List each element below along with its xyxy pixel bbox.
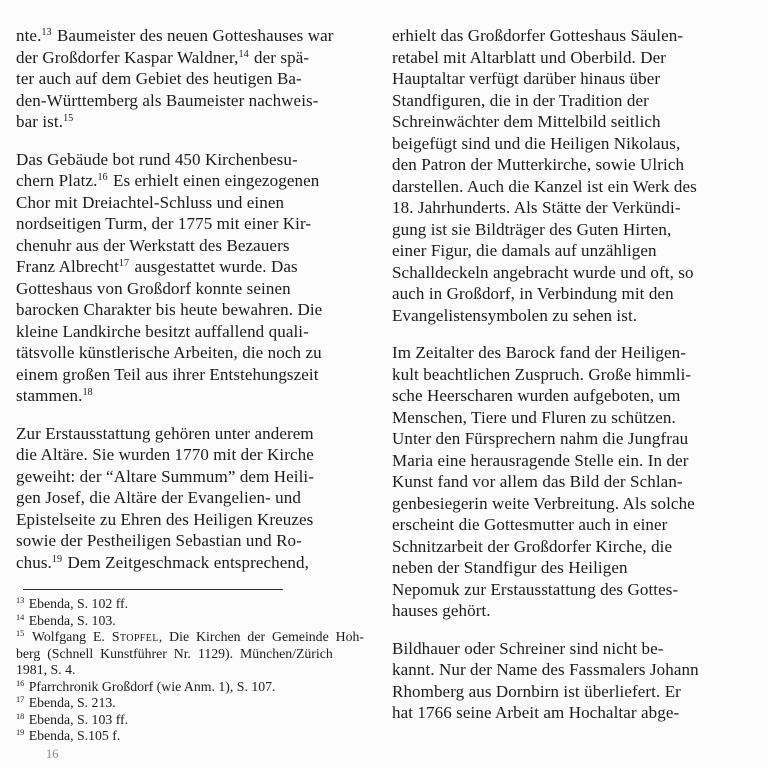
text-line: erscheint die Gottesmutter auch in einer <box>392 515 668 534</box>
text-line: ter auch auf dem Gebiet des heutigen Ba- <box>16 69 302 88</box>
text-line: erhielt das Großdorfer Gotteshaus Säulen- <box>392 26 684 45</box>
footnote-line: $^{14}$ Ebenda, S. 103. <box>16 612 116 628</box>
text-line: Kunst fand vor allem das Bild der Schlan- <box>392 472 683 491</box>
footnote-line: $^{15}$ Wolfgang E. Stopfel, Die Kirchen der Gemeinde Hoh- <box>16 629 365 644</box>
footnotes <box>16 596 368 745</box>
text-line: darstellen. Auch die Kanzel ist ein Werk des <box>392 176 697 196</box>
footnote-line: $^{19}$ Ebenda, S.105 f. <box>16 728 121 743</box>
text-line: Standfiguren, die in der Tradition der <box>392 90 649 110</box>
text-line: beigefügt sind und die Heiligen Nikolaus, <box>392 133 681 153</box>
left-column <box>16 25 368 762</box>
right-column <box>392 25 744 740</box>
footnote-ref: 16 <box>97 172 108 184</box>
text-line: Menschen, Tiere und Fluren zu schützen. <box>392 407 676 427</box>
footnote-ref: 19 <box>51 553 63 565</box>
text-line: kleine Landkirche besitzt auffallend quali- <box>16 321 309 341</box>
text-line: stammen.$^{18}$ <box>16 386 93 405</box>
left-column-body <box>16 25 368 573</box>
text-line: Hauptaltar verfügt darüber hinaus über <box>392 69 661 88</box>
footnote-ref: 14 <box>16 612 25 622</box>
paragraph <box>16 149 368 407</box>
text-line: kult beachtlichen Zuspruch. Große himmli- <box>392 364 692 384</box>
text-line: nordseitigen Turm, der 1775 mit einer Kir- <box>16 214 312 233</box>
text-line: Schalldeckeln angebracht wurde und oft, so <box>392 262 694 282</box>
right-column-body <box>392 25 744 724</box>
paragraph <box>392 342 744 622</box>
footnote-ref: 18 <box>16 711 25 721</box>
text-line: der Großdorfer Kaspar Waldner,$^{14}$ der spä- <box>16 47 310 67</box>
text-line: barocken Charakter bis heute bewahren. Die <box>16 300 323 319</box>
text-line: Schreinwächter dem Mittelbild seitlich <box>392 112 661 131</box>
text-line: auch in Großdorf, in Verbindung mit den <box>392 284 674 303</box>
footnote-ref: 17 <box>118 258 130 270</box>
paragraph <box>16 25 368 133</box>
text-line: gen Josef, die Altäre der Evangelien- und <box>16 488 301 507</box>
page-number: 16 <box>46 746 59 761</box>
text-line: Bildhauer oder Schreiner sind nicht be- <box>392 638 664 658</box>
text-line: chern Platz.$^{16}$ Es erhielt einen eingezogenen <box>16 171 320 190</box>
footnote-line: $^{18}$ Ebenda, S. 103 ff. <box>16 711 129 727</box>
text-line: Evangelistensymbolen zu sehen ist. <box>392 305 638 325</box>
text-line: geweiht: der “Altare Summum” dem Heili- <box>16 466 315 486</box>
text-line: Gotteshaus von Großdorf konnte seinen <box>16 278 291 298</box>
text-line: einem großen Teil aus ihrer Entstehungszeit <box>16 364 319 384</box>
footnote-line: 1981, S. 4. <box>16 662 76 677</box>
footnote-ref: 15 <box>16 629 25 639</box>
text-line: sowie der Pestheiligen Sebastian und Ro- <box>16 531 302 550</box>
text-line: Schnitzarbeit der Großdorfer Kirche, die <box>392 536 673 556</box>
text-line: Unter den Fürsprechern nahm die Jungfrau <box>392 429 689 448</box>
footnote-line: $^{17}$ Ebenda, S. 213. <box>16 695 116 710</box>
text-line: kannt. Nur der Name des Fassmalers Johann <box>392 660 699 679</box>
footnote-ref: 13 <box>16 596 25 606</box>
text-line: bar ist.$^{15}$ <box>16 112 74 131</box>
text-line: retabel mit Altarblatt und Oberbild. Der <box>392 47 667 67</box>
text-line: nte.$^{13}$ Baumeister des neuen Gotteshauses war <box>16 26 334 45</box>
text-line: den-Württemberg als Baumeister nachweis- <box>16 90 319 110</box>
footnote-ref: 13 <box>41 27 52 39</box>
footnote-separator <box>23 589 283 590</box>
text-line: Franz Albrecht$^{17}$ ausgestattet wurde. Das <box>16 257 298 276</box>
text-line: Zur Erstausstattung gehören unter anderem <box>16 423 314 443</box>
text-line: 18. Jahrhunderts. Als Stätte der Verkündi- <box>392 198 681 217</box>
footnote-line: berg (Schnell Kunstführer Nr. 1129). München/Zürich <box>16 645 333 661</box>
footnote-ref: 14 <box>238 48 249 60</box>
text-line: Maria eine herausragende Stelle ein. In der <box>392 450 689 470</box>
footnote-ref: 19 <box>16 728 25 738</box>
footnote-ref: 15 <box>63 113 74 125</box>
text-line: Epistelseite zu Ehren des Heiligen Kreuzes <box>16 509 314 529</box>
text-line: Nepomuk zur Erstausstattung des Gottes- <box>392 579 679 599</box>
text-line: den Patron der Mutterkirche, sowie Ulrich <box>392 155 685 174</box>
text-line: die Altäre. Sie wurden 1770 mit der Kirche <box>16 445 314 464</box>
text-line: genbesiegerin weite Verbreitung. Als solche <box>392 493 695 513</box>
paragraph <box>392 25 744 326</box>
footnote-line: $^{13}$ Ebenda, S. 102 ff. <box>16 596 129 611</box>
text-line: Rhomberg aus Dornbirn ist überliefert. Er <box>392 681 681 701</box>
text-line: tätsvolle künstlerische Arbeiten, die noch zu <box>16 343 322 362</box>
text-line: Chor mit Dreiachtel-Schluss und einen <box>16 192 285 212</box>
paragraph <box>392 638 744 724</box>
footnote-ref: 17 <box>16 695 25 705</box>
text-line: sche Heerscharen wurden aufgeboten, um <box>392 386 681 405</box>
text-line: gung ist sie Bildträger des Guten Hirten, <box>392 219 672 239</box>
footnote-ref: 18 <box>82 387 93 399</box>
footnote-ref: 16 <box>16 678 25 688</box>
text-line: hauses gehört. <box>392 601 491 620</box>
text-line: chenuhr aus der Werkstatt des Bezauers <box>16 235 290 255</box>
text-line: einer Figur, die damals auf unzähligen <box>392 241 657 260</box>
small-caps-name: Stopfel <box>111 629 159 644</box>
text-line: hat 1766 seine Arbeit am Hochaltar abge- <box>392 703 680 722</box>
text-line: Im Zeitalter des Barock fand der Heiligen- <box>392 343 687 362</box>
text-line: Das Gebäude bot rund 450 Kirchenbesu- <box>16 149 298 169</box>
text-line: chus.$^{19}$ Dem Zeitgeschmack entsprechend, <box>16 552 309 572</box>
text-line: neben der Standfigur des Heiligen <box>392 558 628 577</box>
footnote-line: $^{16}$ Pfarrchronik Großdorf (wie Anm. 1), S. 107. <box>16 678 276 694</box>
paragraph <box>16 423 368 574</box>
